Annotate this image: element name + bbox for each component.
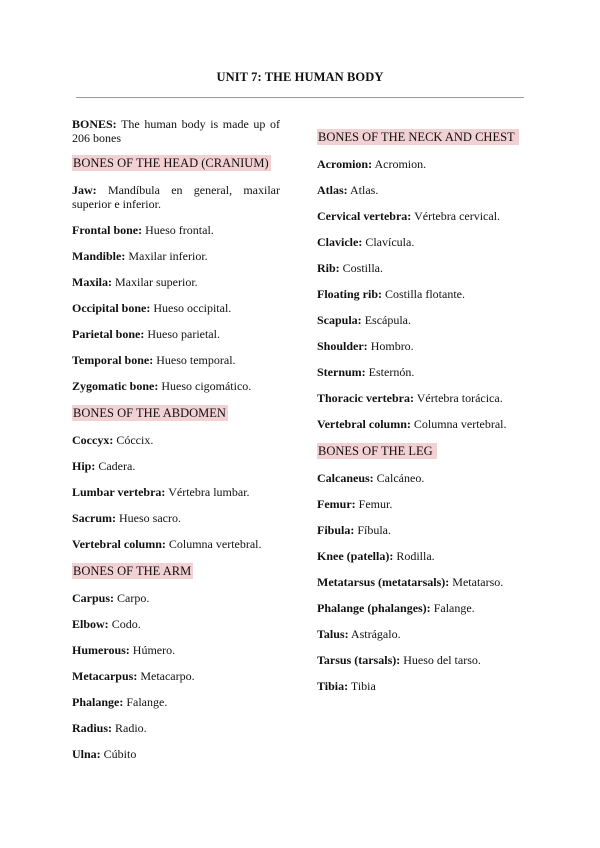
entry-term: Sternum: <box>317 365 366 379</box>
glossary-entry <box>72 747 280 761</box>
section-heading: BONES OF THE LEG <box>317 443 437 459</box>
entry-definition: Femur. <box>358 497 393 511</box>
entry-definition: Tibia <box>350 679 376 693</box>
entry-term: Tarsus (tarsals): <box>317 653 401 667</box>
intro-text: The human body is made up of 206 bones <box>72 117 280 145</box>
left-column <box>72 117 280 773</box>
entry-term: Fibula: <box>317 523 355 537</box>
entry-term: Maxila: <box>72 275 112 289</box>
glossary-entry <box>317 209 527 223</box>
glossary-entry <box>72 511 280 525</box>
glossary-entry <box>72 643 280 657</box>
right-sections <box>317 129 527 693</box>
entry-definition: Vértebra lumbar. <box>168 485 250 499</box>
entry-term: Thoracic vertebra: <box>317 391 414 405</box>
entry-definition: Carpo. <box>117 591 150 605</box>
entry-term: Floating rib: <box>317 287 382 301</box>
glossary-entry <box>72 301 280 315</box>
glossary-entry <box>317 287 527 301</box>
entry-term: Atlas: <box>317 183 348 197</box>
entry-definition: Falange. <box>126 695 168 709</box>
entry-term: Phalange (phalanges): <box>317 601 431 615</box>
glossary-entry <box>72 223 280 237</box>
glossary-entry <box>317 523 527 537</box>
section-heading: BONES OF THE ABDOMEN <box>73 406 226 420</box>
section <box>72 405 280 551</box>
glossary-entry <box>72 249 280 263</box>
glossary-entry <box>317 339 527 353</box>
entry-definition: Columna vertebral. <box>413 417 507 431</box>
glossary-entry <box>317 183 527 197</box>
glossary-entry <box>72 183 280 211</box>
entry-definition: Maxilar inferior. <box>128 249 208 263</box>
entry-definition: Vértebra cervical. <box>414 209 501 223</box>
glossary-entry <box>72 591 280 605</box>
entry-definition: Escápula. <box>364 313 411 327</box>
glossary-entry <box>317 653 527 667</box>
entry-term: Metatarsus (metatarsals): <box>317 575 450 589</box>
entry-definition: Hueso sacro. <box>119 511 181 525</box>
entry-definition: Radio. <box>115 721 147 735</box>
section-heading: BONES OF THE NECK AND CHEST <box>317 129 519 145</box>
entry-definition: Mandíbula en general, maxilar superior e inferior. <box>72 183 280 211</box>
glossary-entry <box>72 669 280 683</box>
entry-definition: Hombro. <box>370 339 414 353</box>
entry-term: Clavicle: <box>317 235 363 249</box>
entry-term: Cervical vertebra: <box>317 209 412 223</box>
entry-definition: Columna vertebral. <box>168 537 262 551</box>
glossary-entry <box>72 695 280 709</box>
section <box>72 563 280 761</box>
entry-term: Acromion: <box>317 157 373 171</box>
entry-definition: Metacarpo. <box>140 669 195 683</box>
entry-definition: Rodilla. <box>396 549 435 563</box>
entry-term: Scapula: <box>317 313 362 327</box>
entry-term: Femur: <box>317 497 356 511</box>
glossary-entry <box>317 575 527 589</box>
entry-term: Mandible: <box>72 249 126 263</box>
glossary-entry <box>72 353 280 367</box>
entry-definition: Astrágalo. <box>350 627 401 641</box>
section <box>317 443 527 693</box>
title-divider <box>76 97 524 98</box>
entry-term: Humerous: <box>72 643 130 657</box>
glossary-entry <box>317 235 527 249</box>
entry-term: Lumbar vertebra: <box>72 485 166 499</box>
entry-definition: Húmero. <box>132 643 176 657</box>
section <box>72 155 280 393</box>
entry-definition: Hueso cigomático. <box>161 379 252 393</box>
intro-paragraph <box>72 117 280 145</box>
glossary-entry <box>317 471 527 485</box>
entry-definition: Hueso parietal. <box>147 327 220 341</box>
entry-term: Parietal bone: <box>72 327 145 341</box>
entry-definition: Hueso occipital. <box>153 301 232 315</box>
entry-definition: Esternón. <box>368 365 415 379</box>
glossary-entry <box>317 601 527 615</box>
glossary-entry <box>72 379 280 393</box>
glossary-entry <box>317 417 527 431</box>
entry-definition: Falange. <box>433 601 475 615</box>
entry-term: Carpus: <box>72 591 115 605</box>
glossary-entry <box>72 485 280 499</box>
entry-term: Temporal bone: <box>72 353 154 367</box>
entry-definition: Cadera. <box>98 459 136 473</box>
entry-term: Occipital bone: <box>72 301 151 315</box>
glossary-entry <box>317 313 527 327</box>
left-sections <box>72 155 280 761</box>
entry-term: Frontal bone: <box>72 223 143 237</box>
entry-definition: Hueso temporal. <box>156 353 236 367</box>
entry-term: Sacrum: <box>72 511 116 525</box>
glossary-entry <box>317 627 527 641</box>
entry-term: Knee (patella): <box>317 549 394 563</box>
glossary-entry <box>72 275 280 289</box>
entry-definition: Costilla. <box>342 261 384 275</box>
entry-definition: Hueso del tarso. <box>403 653 481 667</box>
entry-term: Rib: <box>317 261 340 275</box>
entry-definition: Calcáneo. <box>376 471 425 485</box>
entry-definition: Hueso frontal. <box>145 223 214 237</box>
glossary-entry <box>72 537 280 551</box>
glossary-entry <box>317 497 527 511</box>
glossary-entry <box>317 679 527 693</box>
section-heading: BONES OF THE ARM <box>73 564 192 578</box>
entry-term: Tibia: <box>317 679 349 693</box>
entry-term: Hip: <box>72 459 96 473</box>
entry-definition: Costilla flotante. <box>385 287 465 301</box>
entry-term: Calcaneus: <box>317 471 374 485</box>
entry-term: Talus: <box>317 627 349 641</box>
glossary-entry <box>72 617 280 631</box>
entry-term: Shoulder: <box>317 339 368 353</box>
right-column <box>317 129 527 705</box>
glossary-entry <box>72 721 280 735</box>
entry-term: Jaw: <box>72 183 97 197</box>
entry-term: Vertebral column: <box>317 417 411 431</box>
glossary-entry <box>317 391 527 405</box>
entry-term: Vertebral column: <box>72 537 166 551</box>
entry-definition: Atlas. <box>350 183 379 197</box>
entry-term: Ulna: <box>72 747 101 761</box>
section-heading: BONES OF THE HEAD (CRANIUM) <box>73 156 269 170</box>
entry-definition: Clavícula. <box>365 235 415 249</box>
entry-term: Phalange: <box>72 695 124 709</box>
entry-term: Coccyx: <box>72 433 114 447</box>
entry-definition: Metatarso. <box>452 575 504 589</box>
entry-definition: Vértebra torácica. <box>416 391 503 405</box>
glossary-entry <box>317 261 527 275</box>
intro-label: BONES: <box>72 117 117 131</box>
entry-definition: Codo. <box>111 617 141 631</box>
glossary-entry <box>72 459 280 473</box>
section <box>317 129 527 431</box>
glossary-entry <box>72 327 280 341</box>
entry-term: Metacarpus: <box>72 669 138 683</box>
glossary-entry <box>317 157 527 171</box>
glossary-entry <box>72 433 280 447</box>
entry-definition: Cóccix. <box>116 433 154 447</box>
glossary-entry <box>317 549 527 563</box>
entry-term: Elbow: <box>72 617 109 631</box>
entry-term: Zygomatic bone: <box>72 379 159 393</box>
glossary-entry <box>317 365 527 379</box>
entry-definition: Cúbito <box>103 747 137 761</box>
entry-definition: Maxilar superior. <box>115 275 198 289</box>
page-title: UNIT 7: THE HUMAN BODY <box>216 70 384 84</box>
entry-term: Radius: <box>72 721 113 735</box>
entry-definition: Fíbula. <box>357 523 392 537</box>
entry-definition: Acromion. <box>374 157 427 171</box>
